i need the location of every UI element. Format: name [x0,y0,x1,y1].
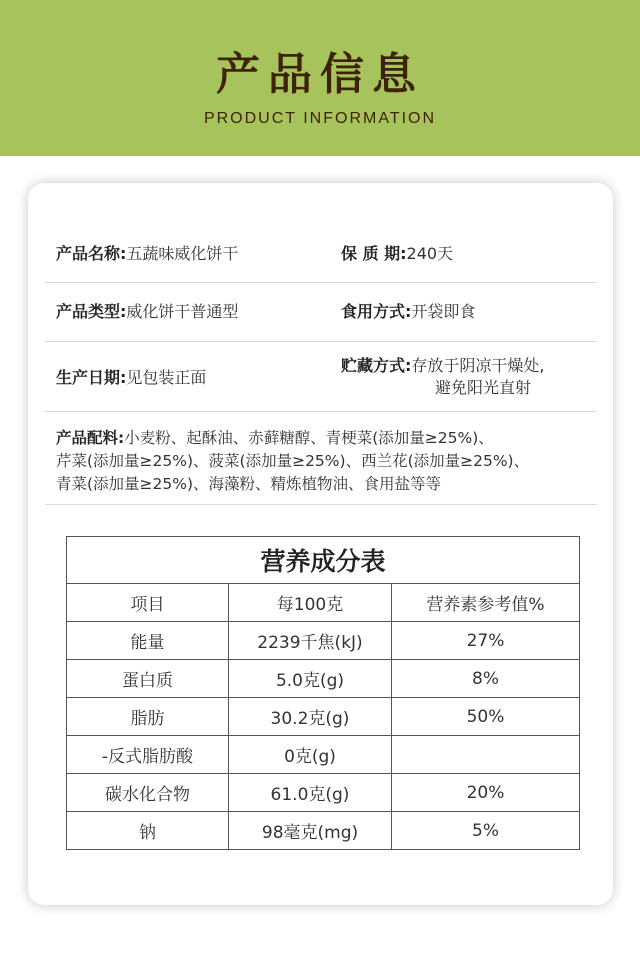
usage-field [341,301,475,323]
usage-value: 开袋即食 [411,302,476,321]
info-row-ingredients [45,411,597,505]
table-row [67,812,580,850]
table-row [67,698,580,736]
ingredients-line-3: 青菜(添加量≥25%)、海藻粉、精炼植物油、食用盐等等 [56,475,442,493]
nutrient-amount: 5.0克(g) [229,660,392,698]
production-date-value: 见包装正面 [126,368,207,387]
nutrient-nrv: 5% [392,812,580,850]
storage-label: 贮藏方式: [341,356,412,375]
nutrient-name: -反式脂肪酸 [67,736,229,774]
storage-field [341,355,545,377]
nutrient-nrv: 50% [392,698,580,736]
table-row [67,622,580,660]
nutrient-name: 蛋白质 [67,660,229,698]
usage-label: 食用方式: [341,302,412,321]
shelf-life-label: 保 质 期: [341,244,407,263]
header-nrv: 营养素参考值% [392,584,580,622]
nutrient-nrv: 20% [392,774,580,812]
nutrient-nrv [392,736,580,774]
table-row [67,774,580,812]
nutrient-amount: 98毫克(mg) [229,812,392,850]
nutrient-amount: 0克(g) [229,736,392,774]
page-title: 产品信息 [216,49,424,100]
info-row-date [45,341,597,412]
header-item: 项目 [67,584,229,622]
nutrient-amount: 2239千焦(kJ) [229,622,392,660]
info-row-name [45,223,597,283]
product-name-field [56,243,238,265]
production-date-label: 生产日期: [56,368,127,387]
page-subtitle: PRODUCT INFORMATION [203,110,437,127]
product-name-label: 产品名称: [56,244,127,263]
ingredients-text-1: 小麦粉、起酥油、赤藓糖醇、青梗菜(添加量≥25%)、 [124,429,494,447]
nutrition-table [66,536,580,850]
nutrient-amount: 61.0克(g) [229,774,392,812]
nutrient-nrv: 8% [392,660,580,698]
nutrient-name: 碳水化合物 [67,774,229,812]
product-type-value: 威化饼干普通型 [126,302,239,321]
shelf-life-field [341,243,453,265]
nutrient-name: 能量 [67,622,229,660]
header-banner [0,0,640,156]
ingredients-line-2: 芹菜(添加量≥25%)、菠菜(添加量≥25%)、西兰花(添加量≥25%)、 [56,452,530,470]
nutrient-nrv: 27% [392,622,580,660]
nutrition-table-title: 营养成分表 [67,537,580,584]
storage-value-line2: 避免阳光直射 [435,378,532,397]
nutrient-amount: 30.2克(g) [229,698,392,736]
table-row [67,660,580,698]
product-type-field [56,301,238,323]
production-date-field [56,367,206,389]
shelf-life-value: 240天 [406,244,454,263]
product-info-card [28,183,613,905]
product-name-value: 五蔬味威化饼干 [126,244,239,263]
info-row-type [45,282,597,342]
header-per100g: 每100克 [229,584,392,622]
nutrition-header-row [67,584,580,622]
product-type-label: 产品类型: [56,302,127,321]
nutrient-name: 钠 [67,812,229,850]
ingredients-label: 产品配料: [56,429,125,447]
nutrient-name: 脂肪 [67,698,229,736]
storage-value-line1: 存放于阴凉干燥处, [411,356,545,375]
table-row [67,736,580,774]
